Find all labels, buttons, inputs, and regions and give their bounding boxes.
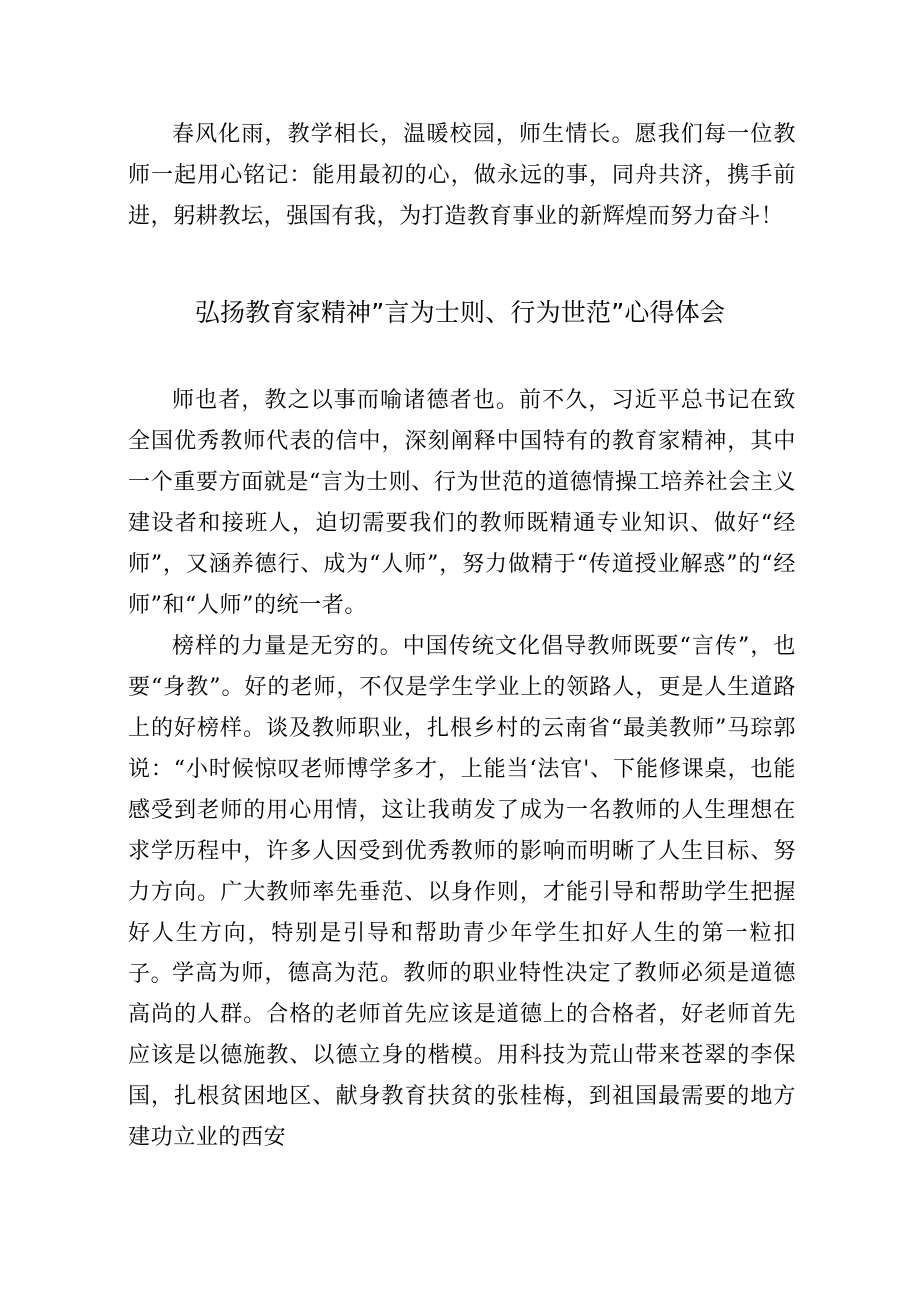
article-title: 弘扬教育家精神”言为士则、行为世范”心得体会 bbox=[194, 298, 726, 327]
body-paragraph-3: 学高为师，德高为范。教师的职业特性决定了教师必须是道德高尚的人群。合格的老师首先应该是道德上的合格者，好老师首先应该是以德施教、以德立身的楷模。用科技为荒山带来苍翠的李保国，扎根贫困地区、献身教育扶贫的张桂梅，到祖国最需要的地方建功立业的西安 bbox=[128, 961, 796, 1150]
body-paragraph-1: 师也者，教之以事而喻诸德者也。前不久，习近平总书记在致全国优秀教师代表的信中，深刻阐释中国特有的教育家精神，其中一个重要方面就是“言为士则、行为世范的道德情操工培养社会主义建设者和接班人，迫切需要我们的教师既精通专业知识、做好“经师”，又涵养德行、成为“人师”，努力做精于“传道授业解惑”的“经师”和“人师”的统一者。 bbox=[128, 388, 796, 618]
body-paragraph-2: 榜样的力量是无穷的。中国传统文化倡导教师既要“言传”，也要“身教”。好的老师，不仅是学生学业上的领路人，更是人生道路上的好榜样。谈及教师职业，扎根乡村的云南省“最美教师”马琮郭说：“小时候惊叹老师博学多才，上能当‘法官'、下能修课桌，也能感受到老师的用心用情，这让我萌发了成为一名教师的人生理想在求学历程中，许多人因受到优秀教师的影响而明晰了人生目标、努力方向。广大教师率先垂范、以身作则，才能引导和帮助学生把握好人生方向，特别是引导和帮助青少年学生扣好人生的第一粒扣子。 bbox=[128, 634, 796, 987]
intro-paragraph: 春风化雨，教学相长，温暖校园，师生情长。愿我们每一位教师一起用心铭记：能用最初的心，做永远的事，同舟共济，携手前进，躬耕教坛，强国有我，为打造教育事业的新辉煌而努力奋斗！ bbox=[128, 122, 796, 229]
